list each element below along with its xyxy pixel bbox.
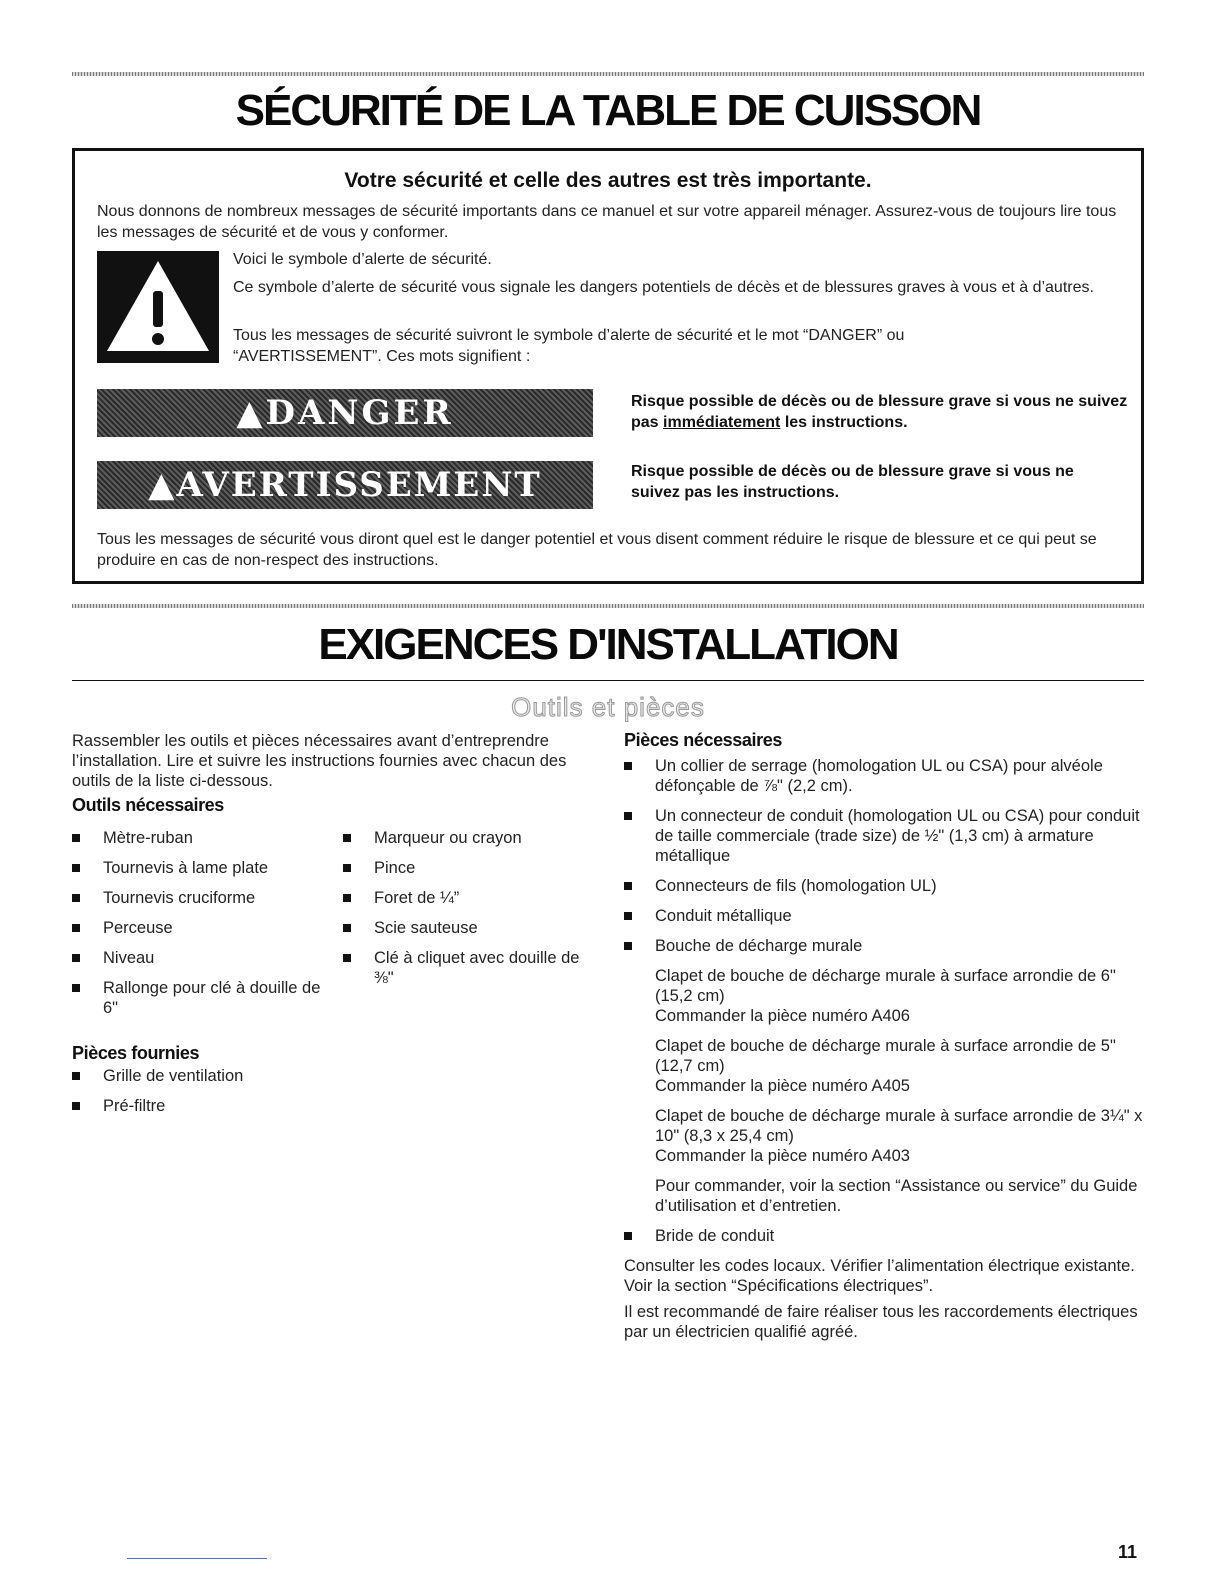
vent-cap-order: Commander la pièce numéro A403	[655, 1147, 910, 1165]
safety-closing: Tous les messages de sécurité vous diront quel est le danger potentiel et vous disent comment réduire le risque de blessure et ce qui peut se produire en cas de non-respect des instructions.	[97, 531, 1097, 569]
list-item: Connecteurs de fils (homologation UL)	[624, 876, 1144, 896]
symbol-description: Ce symbole d’alerte de sécurité vous signale les dangers potentiels de décès et de blessures graves à vous et à d’autres.	[233, 279, 1094, 296]
list-item: Grille de ventilation	[72, 1066, 572, 1086]
middle-hatch-rule	[72, 604, 1144, 608]
list-item: Scie sauteuse	[343, 918, 593, 938]
list-item: Marqueur ou crayon	[343, 828, 593, 848]
safety-box-title: Votre sécurité et celle des autres est très importante.	[344, 169, 872, 192]
vent-cap-order: Commander la pièce numéro A406	[655, 1007, 910, 1025]
tools-list-col1	[72, 828, 332, 1028]
install-divider	[72, 680, 1144, 681]
warning-description: Risque possible de décès ou de blessure grave si vous ne suivez pas les instructions.	[631, 463, 1074, 501]
tools-list-col2	[343, 828, 593, 998]
vent-cap-5in	[655, 1036, 1144, 1096]
list-item: Perceuse	[72, 918, 332, 938]
list-item: Un collier de serrage (homologation UL ou CSA) pour alvéole défonçable de ⅞" (2,2 cm).	[624, 756, 1144, 796]
vent-cap-desc: Clapet de bouche de décharge murale à surface arrondie de 5" (12,7 cm)	[655, 1037, 1116, 1075]
needed-list	[624, 756, 1144, 956]
danger-desc-pre: Risque possible de décès ou de blessure grave si vous ne suivez pas	[631, 393, 1128, 431]
warning-label: AVERTISSEMENT	[176, 465, 542, 505]
list-item: Bouche de décharge murale	[624, 936, 1144, 956]
bottom-link-line	[127, 1558, 267, 1559]
list-item: Clé à cliquet avec douille de ⅜"	[343, 948, 593, 988]
order-note: Pour commander, voir la section “Assistance ou service” du Guide d’utilisation et d’entretien.	[655, 1177, 1138, 1215]
needed-column	[624, 756, 1144, 1342]
tools-intro: Rassembler les outils et pièces nécessaires avant d’entreprendre l’installation. Lire et suivre les instructions fournies avec chacun des outils de la liste ci-dessous.	[72, 732, 567, 790]
tools-parts-subtitle: Outils et pièces	[511, 692, 705, 722]
list-item: Un connecteur de conduit (homologation UL ou CSA) pour conduit de taille commerciale (trade size) de ½" (1,3 cm) à armature métallique	[624, 806, 1144, 866]
needed-list-end	[624, 1226, 1144, 1246]
tools-heading: Outils nécessaires	[72, 795, 224, 815]
install-section-title: EXIGENCES D'INSTALLATION	[318, 620, 898, 669]
danger-label: DANGER	[265, 393, 454, 433]
vent-cap-6in	[655, 966, 1144, 1026]
top-hatch-rule	[72, 72, 1144, 76]
vent-cap-order: Commander la pièce numéro A405	[655, 1077, 910, 1095]
safety-section-title: SÉCURITÉ DE LA TABLE DE CUISSON	[235, 86, 981, 135]
page-number: 11	[1118, 1542, 1138, 1562]
list-item: Tournevis cruciforme	[72, 888, 332, 908]
codes-note: Consulter les codes locaux. Vérifier l’alimentation électrique existante. Voir la section “Spécifications électriques”.	[624, 1257, 1135, 1295]
symbol-text: Voici le symbole d’alerte de sécurité.	[233, 251, 492, 268]
warning-banner	[97, 461, 593, 509]
messages-description: Tous les messages de sécurité suivront le symbole d’alerte de sécurité et le mot “DANGER” ou “AVERTISSEMENT”. Ces mots signifient :	[233, 327, 905, 365]
list-item: Rallonge pour clé à douille de 6"	[72, 978, 332, 1018]
danger-description	[631, 391, 1141, 433]
danger-alert-icon: ▲	[236, 393, 266, 433]
list-item: Tournevis à lame plate	[72, 858, 332, 878]
supplied-heading: Pièces fournies	[72, 1043, 200, 1063]
vent-cap-desc: Clapet de bouche de décharge murale à surface arrondie de 6" (15,2 cm)	[655, 967, 1116, 1005]
safety-intro: Nous donnons de nombreux messages de sécurité importants dans ce manuel et sur votre appareil ménager. Assurez-vous de toujours lire tous les messages de sécurité et de vous y conformer.	[97, 203, 1117, 241]
safety-alert-icon	[97, 251, 219, 363]
list-item: Pré-filtre	[72, 1096, 572, 1116]
vent-cap-rect	[655, 1106, 1144, 1166]
needed-heading: Pièces nécessaires	[624, 730, 782, 750]
list-item: Niveau	[72, 948, 332, 968]
danger-desc-post: les instructions.	[780, 414, 908, 431]
list-item: Conduit métallique	[624, 906, 1144, 926]
safety-box	[72, 148, 1144, 584]
list-item: Bride de conduit	[624, 1226, 1144, 1246]
danger-banner	[97, 389, 593, 437]
list-item: Foret de ¼”	[343, 888, 593, 908]
electrician-note: Il est recommandé de faire réaliser tous les raccordements électriques par un électricien qualifié agréé.	[624, 1303, 1138, 1341]
supplied-list	[72, 1066, 572, 1126]
vent-cap-desc: Clapet de bouche de décharge murale à surface arrondie de 3¼" x 10" (8,3 x 25,4 cm)	[655, 1107, 1143, 1145]
list-item: Pince	[343, 858, 593, 878]
list-item: Mètre-ruban	[72, 828, 332, 848]
warning-alert-icon: ▲	[148, 465, 177, 505]
danger-desc-emphasis: immédiatement	[663, 414, 781, 431]
